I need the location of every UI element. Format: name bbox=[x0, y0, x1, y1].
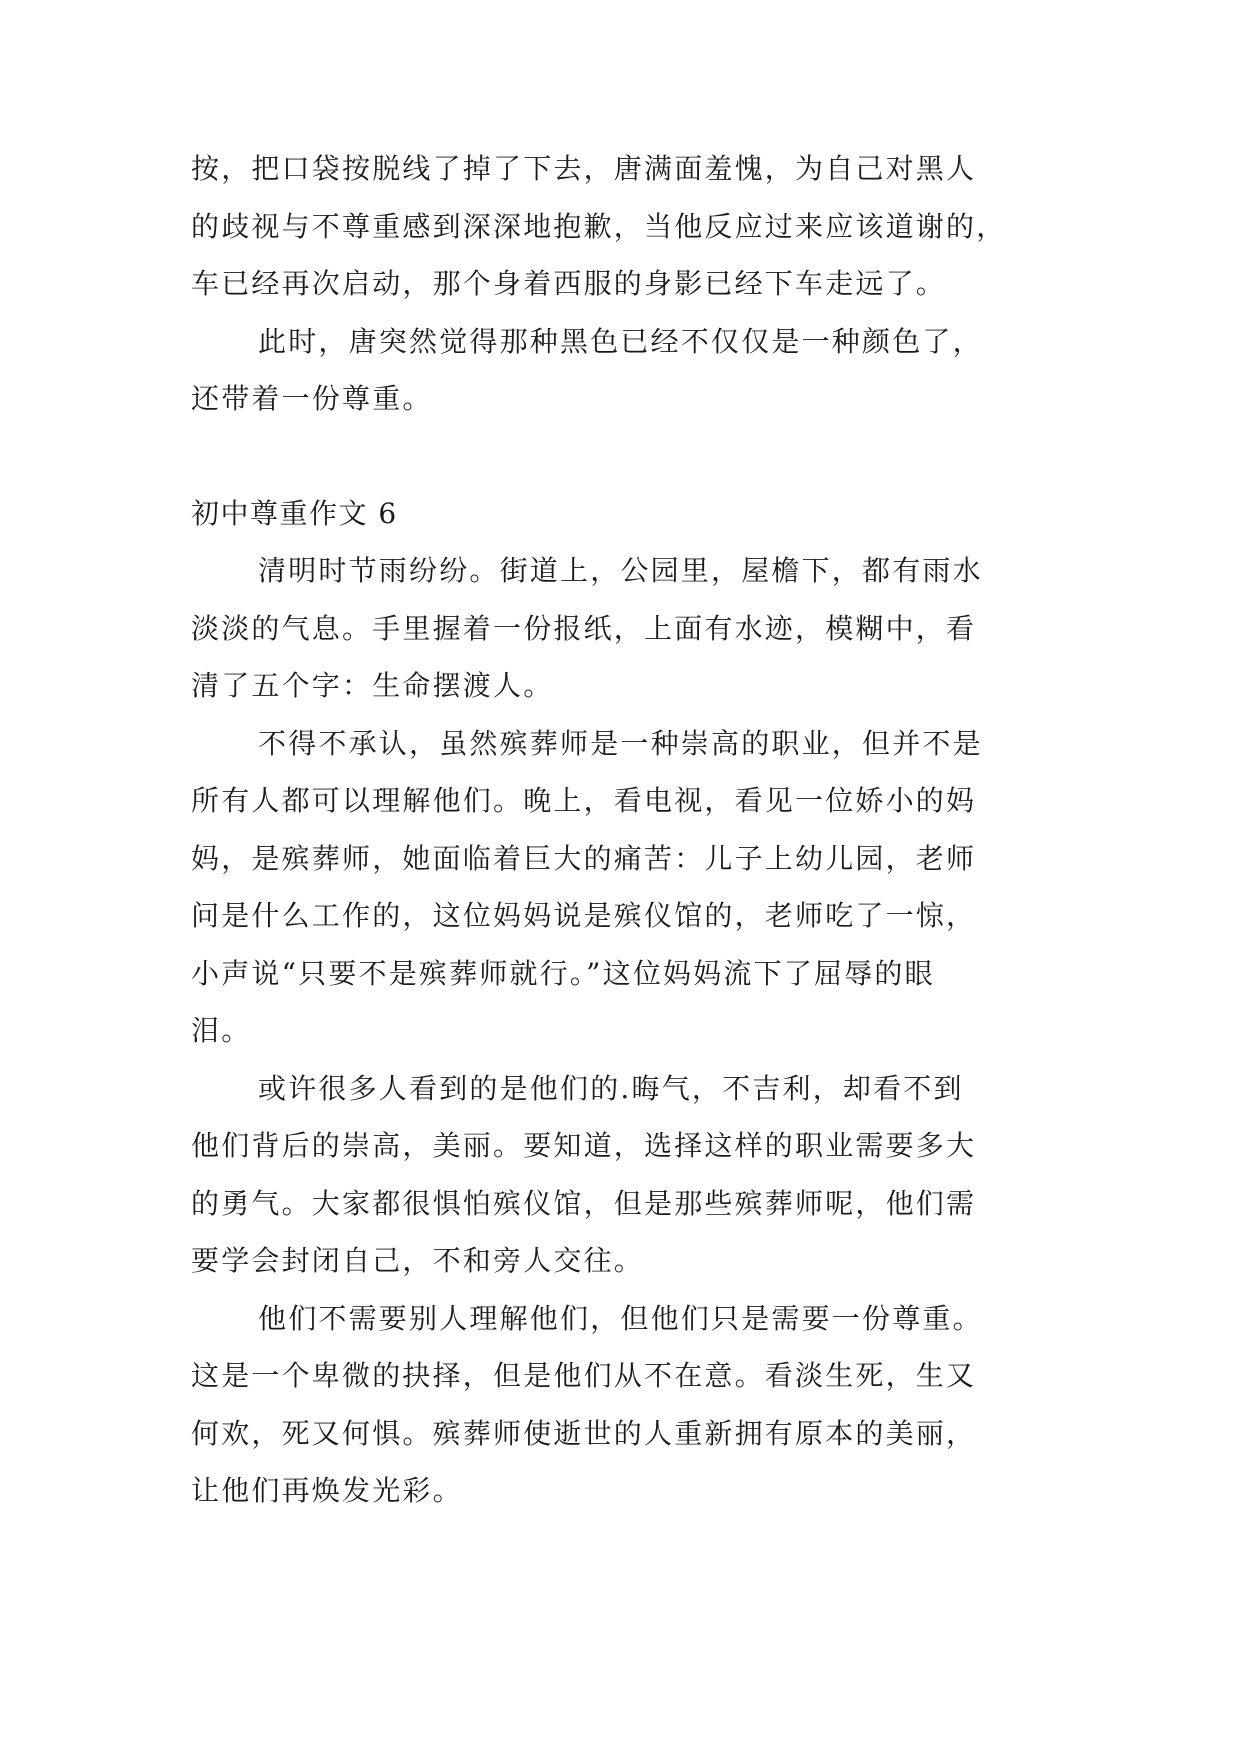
paragraph-line: 小声说“只要不是殡葬师就行。”这位妈妈流下了屈辱的眼 bbox=[191, 957, 935, 990]
paragraph-line: 何欢，死又何惧。殡葬师使逝世的人重新拥有原本的美丽， bbox=[191, 1417, 977, 1450]
paragraph-line: 这是一个卑微的抉择，但是他们从不在意。看淡生死，生又 bbox=[191, 1359, 977, 1392]
paragraph-line: 问是什么工作的，这位妈妈说是殡仪馆的，老师吃了一惊， bbox=[191, 899, 977, 932]
paragraph-line: 所有人都可以理解他们。晚上，看电视，看见一位娇小的妈 bbox=[191, 784, 977, 817]
paragraph-line: 清明时节雨纷纷。街道上，公园里，屋檐下，都有雨水 bbox=[258, 554, 983, 587]
paragraph-line: 的歧视与不尊重感到深深地抱歉，当他反应过来应该道谢的， bbox=[191, 210, 1007, 243]
paragraph-line: 的勇气。大家都很惧怕殡仪馆，但是那些殡葬师呢，他们需 bbox=[191, 1187, 977, 1220]
paragraph-line: 要学会封闭自己，不和旁人交往。 bbox=[191, 1244, 645, 1277]
paragraph-line: 清了五个字：生命摆渡人。 bbox=[191, 669, 554, 702]
paragraph-line: 让他们再焕发光彩。 bbox=[191, 1474, 463, 1507]
paragraph-line: 还带着一份尊重。 bbox=[191, 382, 433, 415]
essay-title: 初中尊重作文 6 bbox=[191, 497, 398, 530]
paragraph-line: 不得不承认，虽然殡葬师是一种崇高的职业，但并不是 bbox=[258, 727, 983, 760]
paragraph-line: 泪。 bbox=[191, 1014, 252, 1047]
paragraph-line: 妈，是殡葬师，她面临着巨大的痛苦：儿子上幼儿园，老师 bbox=[191, 842, 977, 875]
paragraph-line: 车已经再次启动，那个身着西服的身影已经下车走远了。 bbox=[191, 267, 947, 300]
paragraph-line: 按，把口袋按脱线了掉了下去，唐满面羞愧，为自己对黑人 bbox=[191, 152, 977, 185]
paragraph-line: 此时，唐突然觉得那种黑色已经不仅仅是一种颜色了， bbox=[258, 325, 983, 358]
paragraph-line: 他们背后的崇高，美丽。要知道，选择这样的职业需要多大 bbox=[191, 1129, 977, 1162]
paragraph-line: 淡淡的气息。手里握着一份报纸，上面有水迹，模糊中，看 bbox=[191, 612, 977, 645]
paragraph-line: 或许很多人看到的是他们的.晦气，不吉利，却看不到 bbox=[258, 1072, 964, 1105]
paragraph-line: 他们不需要别人理解他们，但他们只是需要一份尊重。 bbox=[258, 1302, 983, 1335]
